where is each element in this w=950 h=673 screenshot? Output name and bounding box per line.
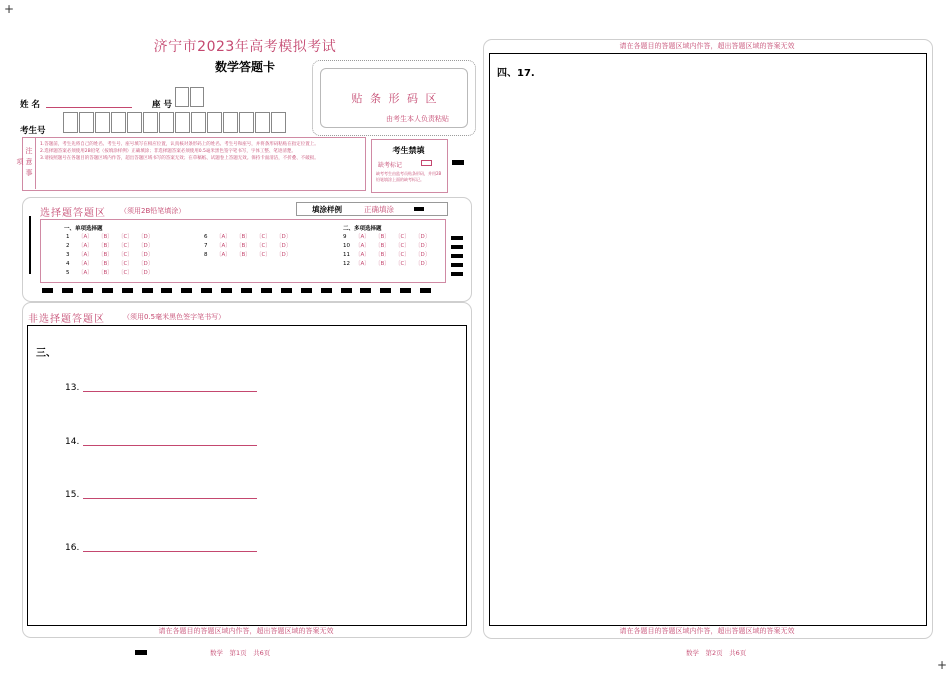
mc-option-bubble[interactable]: 〔A〕: [216, 252, 231, 258]
mc-question-number: 4: [66, 261, 70, 267]
mc-question-row: [204, 242, 296, 251]
mc-option-bubble[interactable]: 〔D〕: [415, 243, 431, 249]
id-box[interactable]: [111, 112, 126, 133]
mc-option-bubble[interactable]: 〔D〕: [276, 243, 292, 249]
note-line-3: 3.请按照题号在各题目的答题区域内作答，超出答题区域书写的答案无效；在草稿纸、试题卷上答题无效。保持卡面清洁，不折叠、不破损。: [40, 156, 319, 161]
q14-answer-line[interactable]: [83, 445, 257, 446]
mc-option-bubble[interactable]: 〔D〕: [138, 252, 154, 258]
mc-option-bubble[interactable]: 〔A〕: [78, 252, 93, 258]
page-mark-left: [135, 650, 147, 655]
timing-marks-bottom: [42, 288, 442, 293]
right-footer-note: 请在各题目的答题区域内作答，超出答题区域的答案无效: [619, 627, 795, 635]
id-box[interactable]: [271, 112, 286, 133]
mc-option-bubble[interactable]: 〔B〕: [98, 270, 113, 276]
timing-mark: [142, 288, 153, 293]
mc-option-bubble[interactable]: 〔C〕: [256, 243, 271, 249]
mc-option-bubble[interactable]: 〔B〕: [236, 243, 251, 249]
mc-option-bubble[interactable]: 〔B〕: [98, 252, 113, 258]
mc-option-bubble[interactable]: 〔A〕: [78, 261, 93, 267]
mc-option-bubble[interactable]: 〔D〕: [138, 270, 154, 276]
timing-mark: [122, 288, 133, 293]
mc-option-bubble[interactable]: 〔D〕: [276, 252, 292, 258]
seat-box-2[interactable]: [190, 87, 204, 107]
timing-marks-right: [451, 236, 463, 281]
part3-label: 三、: [36, 348, 56, 359]
timing-mark: [452, 160, 464, 165]
forbidden-title: 考生禁填: [392, 146, 425, 155]
mc-option-bubble[interactable]: 〔B〕: [375, 234, 390, 240]
mc-option-bubble[interactable]: 〔D〕: [138, 234, 154, 240]
mc-option-bubble[interactable]: 〔D〕: [415, 234, 431, 240]
mc-option-bubble[interactable]: 〔B〕: [236, 234, 251, 240]
timing-mark: [451, 254, 463, 258]
timing-mark: [451, 272, 463, 276]
exam-title: 济宁市2023年高考模拟考试: [153, 39, 337, 55]
id-box[interactable]: [255, 112, 270, 133]
timing-mark: [161, 288, 172, 293]
mc-title: 选择题答题区: [40, 208, 106, 219]
absent-label: 缺考标记: [378, 162, 403, 169]
name-label: 姓 名: [20, 100, 40, 110]
mc-question-row: [66, 260, 158, 269]
left-footer-note: 请在各题目的答题区域内作答，超出答题区域的答案无效: [158, 627, 334, 635]
id-box[interactable]: [191, 112, 206, 133]
timing-mark: [380, 288, 391, 293]
absent-checkbox[interactable]: [421, 160, 432, 166]
timing-mark: [360, 288, 371, 293]
mc-option-bubble[interactable]: 〔A〕: [216, 234, 231, 240]
card-title: 数学答题卡: [214, 60, 275, 74]
mc-question-number: 6: [204, 234, 208, 240]
q13-answer-line[interactable]: [83, 391, 257, 392]
timing-mark: [301, 288, 312, 293]
mc-question-number: 2: [66, 243, 70, 249]
mc-column-3: [343, 233, 435, 269]
timing-mark: [221, 288, 232, 293]
mc-option-bubble[interactable]: 〔A〕: [78, 234, 93, 240]
mc-option-bubble[interactable]: 〔A〕: [78, 270, 93, 276]
group1-title: 一、单项选择题: [64, 226, 103, 232]
sample-correct: 正确填涂: [364, 205, 394, 214]
timing-mark: [451, 245, 463, 249]
mc-option-bubble[interactable]: 〔B〕: [98, 243, 113, 249]
answer-box-right[interactable]: [489, 53, 927, 626]
timing-mark: [241, 288, 252, 293]
seat-box-1[interactable]: [175, 87, 189, 107]
mc-question-row: [343, 251, 435, 260]
mc-question-number: 7: [204, 243, 208, 249]
page2-footer: 数学 第2页 共6页: [686, 649, 747, 657]
id-box[interactable]: [159, 112, 174, 133]
id-box[interactable]: [223, 112, 238, 133]
seat-label: 座 号: [152, 100, 172, 110]
mc-question-number: 3: [66, 252, 70, 258]
mc-question-row: [343, 233, 435, 242]
mc-question-row: [204, 233, 296, 242]
mc-option-bubble[interactable]: 〔B〕: [375, 243, 390, 249]
sample-label: 填涂样例: [312, 205, 342, 214]
timing-mark: [341, 288, 352, 293]
mc-option-bubble[interactable]: 〔D〕: [276, 234, 292, 240]
mc-option-bubble[interactable]: 〔B〕: [98, 234, 113, 240]
timing-mark: [400, 288, 411, 293]
timing-mark: [62, 288, 73, 293]
mc-option-bubble[interactable]: 〔C〕: [395, 243, 410, 249]
note-line-2: 2.选择题答案必须使用2B铅笔（按填涂样例）正确填涂；非选择题答案必须使用0.5毫米黑色签字笔书写，字体工整、笔迹清楚。: [40, 149, 296, 154]
mc-question-row: [66, 269, 158, 278]
barcode-title: 贴 条 形 码 区: [351, 92, 439, 105]
mc-column-2: [204, 233, 296, 260]
timing-mark: [321, 288, 332, 293]
q15-label: 15.: [65, 490, 80, 500]
mc-option-bubble[interactable]: 〔C〕: [395, 234, 410, 240]
note-line-1: 1.答题前，考生先将自己的姓名、考生号、座号填写在相应位置，认真核对条形码上的姓名、考生号和座号，并将条形码粘贴在指定位置上。: [40, 142, 319, 147]
mc-option-bubble[interactable]: 〔D〕: [415, 261, 431, 267]
mc-option-bubble[interactable]: 〔C〕: [118, 252, 133, 258]
mc-column-1: [66, 233, 158, 278]
mc-left-bar: [29, 216, 31, 274]
mc-question-number: 11: [343, 252, 350, 258]
mc-option-bubble[interactable]: 〔C〕: [256, 252, 271, 258]
mc-option-bubble[interactable]: 〔A〕: [78, 243, 93, 249]
mc-question-row: [343, 260, 435, 269]
q13-label: 13.: [65, 383, 80, 393]
notes-heading: 注意事项: [22, 137, 36, 189]
timing-mark: [201, 288, 212, 293]
group2-title: 二、多项选择题: [343, 226, 382, 232]
timing-mark: [451, 236, 463, 240]
q15-answer-line[interactable]: [83, 498, 257, 499]
mc-option-bubble[interactable]: 〔C〕: [118, 234, 133, 240]
mc-option-bubble[interactable]: 〔A〕: [355, 243, 370, 249]
mc-option-bubble[interactable]: 〔C〕: [395, 252, 410, 258]
timing-mark: [181, 288, 192, 293]
id-box[interactable]: [207, 112, 222, 133]
id-box[interactable]: [79, 112, 94, 133]
timing-mark: [102, 288, 113, 293]
mc-question-row: [204, 251, 296, 260]
id-box[interactable]: [95, 112, 110, 133]
mc-question-number: 10: [343, 243, 350, 249]
mc-option-bubble[interactable]: 〔B〕: [98, 261, 113, 267]
id-label: 考生号: [20, 126, 46, 136]
id-box[interactable]: [143, 112, 158, 133]
sample-correct-mark: [414, 207, 424, 211]
timing-mark: [451, 263, 463, 267]
crop-mark-top-left: +: [4, 2, 15, 16]
answer-box-left[interactable]: [27, 325, 467, 626]
mc-question-number: 9: [343, 234, 347, 240]
q16-label: 16.: [65, 543, 80, 553]
mc-option-bubble[interactable]: 〔C〕: [118, 270, 133, 276]
mc-option-bubble[interactable]: 〔D〕: [138, 243, 154, 249]
q16-answer-line[interactable]: [83, 551, 257, 552]
mc-option-bubble[interactable]: 〔A〕: [355, 261, 370, 267]
mc-question-row: [66, 233, 158, 242]
mc-question-number: 1: [66, 234, 70, 240]
q14-label: 14.: [65, 437, 80, 447]
id-box[interactable]: [175, 112, 190, 133]
id-box[interactable]: [127, 112, 142, 133]
mc-question-number: 8: [204, 252, 208, 258]
mc-question-row: [343, 242, 435, 251]
id-box[interactable]: [239, 112, 254, 133]
mc-question-row: [66, 251, 158, 260]
forbidden-note: 缺考考生由监考员贴条形码，并用2B铅笔填涂上面的缺考标记。: [376, 171, 442, 182]
timing-mark: [420, 288, 431, 293]
right-header-note: 请在各题目的答题区域内作答，超出答题区域的答案无效: [619, 42, 795, 50]
mc-option-bubble[interactable]: 〔D〕: [138, 261, 154, 267]
mc-option-bubble[interactable]: 〔C〕: [256, 234, 271, 240]
notes-text: [40, 141, 360, 162]
timing-mark: [42, 288, 53, 293]
page1-footer: 数学 第1页 共6页: [210, 649, 271, 657]
part4-label: 四、17.: [497, 68, 535, 79]
id-box[interactable]: [63, 112, 78, 133]
timing-mark: [281, 288, 292, 293]
mc-question-row: [66, 242, 158, 251]
timing-mark: [82, 288, 93, 293]
mc-hint: （须用2B铅笔填涂）: [120, 207, 186, 215]
non-mc-hint: （须用0.5毫米黑色签字笔书写）: [123, 313, 226, 321]
mc-option-bubble[interactable]: 〔B〕: [236, 252, 251, 258]
non-mc-title: 非选择题答题区: [28, 314, 105, 325]
id-boxes[interactable]: [63, 112, 287, 133]
name-field[interactable]: [46, 106, 132, 108]
mc-option-bubble[interactable]: 〔A〕: [216, 243, 231, 249]
mc-option-bubble[interactable]: 〔C〕: [395, 261, 410, 267]
mc-option-bubble[interactable]: 〔B〕: [375, 261, 390, 267]
mc-option-bubble[interactable]: 〔C〕: [118, 261, 133, 267]
crop-mark-bottom-right: +: [937, 658, 948, 672]
mc-option-bubble[interactable]: 〔C〕: [118, 243, 133, 249]
barcode-note: 由考生本人负责粘贴: [386, 115, 449, 123]
mc-option-bubble[interactable]: 〔B〕: [375, 252, 390, 258]
mc-option-bubble[interactable]: 〔A〕: [355, 234, 370, 240]
mc-option-bubble[interactable]: 〔D〕: [415, 252, 431, 258]
mc-option-bubble[interactable]: 〔A〕: [355, 252, 370, 258]
timing-mark: [261, 288, 272, 293]
mc-question-number: 12: [343, 261, 350, 267]
mc-question-number: 5: [66, 270, 70, 276]
